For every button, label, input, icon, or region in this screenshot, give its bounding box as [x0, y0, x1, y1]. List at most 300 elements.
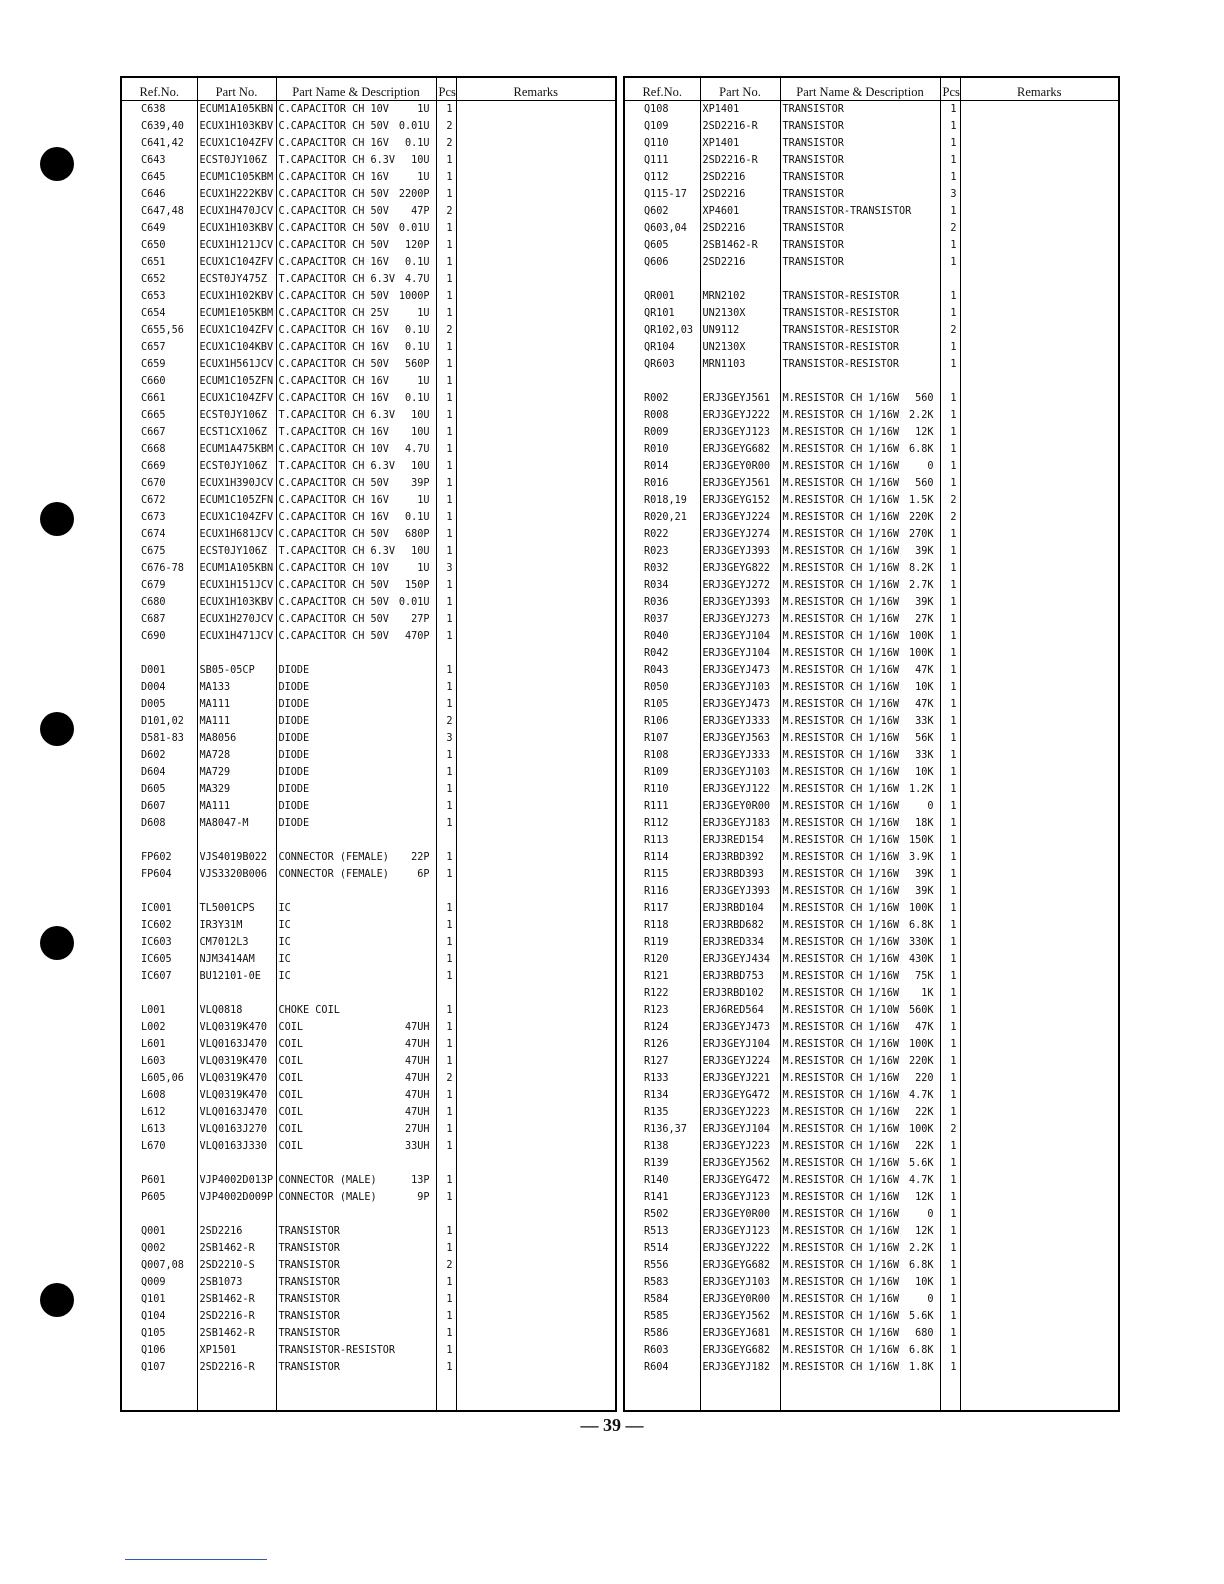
remarks-cell [960, 356, 1118, 373]
part-no-cell: IR3Y31M [197, 917, 276, 934]
part-no-cell: ERJ3GEY0R00 [700, 1291, 780, 1308]
part-value: 150K [908, 835, 934, 846]
remarks-cell [960, 1342, 1118, 1359]
part-no-cell: ERJ3GEYJ104 [700, 1121, 780, 1138]
description-cell [276, 475, 436, 492]
pcs-cell: 1 [940, 1155, 960, 1172]
part-name: TRANSISTOR [278, 1260, 340, 1271]
part-no-cell: VLQ0163J330 [197, 1138, 276, 1155]
remarks-cell [456, 560, 615, 577]
part-no-cell: ECUM1C105KBM [197, 169, 276, 186]
description-cell [780, 1104, 940, 1121]
part-no-cell: ECUX1H390JCV [197, 475, 276, 492]
part-no-cell: ERJ3GEYJ393 [700, 543, 780, 560]
table-row [625, 815, 1118, 832]
description-cell [780, 101, 940, 119]
pcs-cell: 2 [436, 203, 456, 220]
part-no-cell: ERJ3RBD104 [700, 900, 780, 917]
part-name: C.CAPACITOR CH 50V [278, 529, 389, 540]
table-row [122, 475, 615, 492]
description-cell [276, 798, 436, 815]
table-row [625, 1121, 1118, 1138]
ref-no-cell [625, 373, 700, 390]
part-no-cell: ERJ3GEYJ183 [700, 815, 780, 832]
table-row [122, 1274, 615, 1291]
remarks-cell [960, 1393, 1118, 1410]
remarks-cell [960, 1257, 1118, 1274]
part-no-cell: ECUX1H121JCV [197, 237, 276, 254]
pcs-cell: 1 [940, 781, 960, 798]
part-name: TRANSISTOR [782, 155, 844, 166]
remarks-cell [456, 373, 615, 390]
pcs-cell: 2 [940, 1121, 960, 1138]
part-no-cell: XP4601 [700, 203, 780, 220]
part-name: C.CAPACITOR CH 10V [278, 104, 389, 115]
remarks-cell [456, 339, 615, 356]
part-value: 47UH [404, 1073, 430, 1084]
part-value: 27K [915, 614, 934, 625]
table-row [122, 492, 615, 509]
part-name: M.RESISTOR CH 1/16W [782, 1294, 900, 1305]
table-row [625, 339, 1118, 356]
description-cell [276, 254, 436, 271]
ref-no-cell: R119 [644, 937, 669, 948]
part-name: M.RESISTOR CH 1/16W [782, 1311, 900, 1322]
table-row [122, 696, 615, 713]
pcs-cell: 1 [940, 1172, 960, 1189]
description-cell [276, 1206, 436, 1223]
pcs-cell: 1 [436, 509, 456, 526]
remarks-cell [960, 679, 1118, 696]
part-name: COIL [278, 1022, 304, 1033]
ref-no-cell: R122 [644, 988, 669, 999]
part-value: 47P [411, 206, 430, 217]
part-value: 100K [908, 903, 934, 914]
ref-no-cell: R124 [644, 1022, 669, 1033]
remarks-cell [960, 577, 1118, 594]
binder-hole [40, 502, 74, 536]
part-no-cell: ECUX1H102KBV [197, 288, 276, 305]
part-no-cell: ERJ3GEYG472 [700, 1087, 780, 1104]
part-no-cell: ERJ3GEYJ224 [700, 1053, 780, 1070]
table-row [122, 1291, 615, 1308]
pcs-cell: 1 [436, 526, 456, 543]
remarks-cell [456, 1104, 615, 1121]
remarks-cell [960, 696, 1118, 713]
pcs-cell: 1 [436, 1053, 456, 1070]
table-row [122, 1172, 615, 1189]
part-value: 10K [915, 682, 934, 693]
part-name: M.RESISTOR CH 1/16W [782, 631, 900, 642]
part-name: TRANSISTOR-TRANSISTOR [782, 206, 912, 217]
description-cell [276, 560, 436, 577]
description-cell [276, 1376, 436, 1393]
remarks-cell [456, 713, 615, 730]
table-row [625, 220, 1118, 237]
part-no-cell: ECUX1C104ZFV [197, 322, 276, 339]
table-row [122, 1053, 615, 1070]
pcs-cell: 1 [436, 577, 456, 594]
table-row [122, 1189, 615, 1206]
part-no-cell: ECUX1H470JCV [197, 203, 276, 220]
part-value [430, 730, 434, 747]
table-row [122, 577, 615, 594]
part-no-cell: ERJ3GEYJ563 [700, 730, 780, 747]
remarks-cell [456, 1189, 615, 1206]
part-no-cell: MA133 [197, 679, 276, 696]
ref-no-cell: R105 [644, 699, 669, 710]
table-row [122, 1257, 615, 1274]
description-cell [780, 628, 940, 645]
ref-no-cell: C676-78 [141, 563, 184, 574]
ref-no-cell: C654 [141, 308, 166, 319]
pcs-cell: 3 [436, 560, 456, 577]
description-cell [276, 934, 436, 951]
remarks-cell [456, 543, 615, 560]
ref-no-cell: R585 [644, 1311, 669, 1322]
part-no-cell [197, 883, 276, 900]
table-row [122, 747, 615, 764]
description-cell [780, 152, 940, 169]
part-value: 0.1U [404, 257, 430, 268]
table-row [122, 373, 615, 390]
part-value [430, 1291, 434, 1308]
table-row [625, 781, 1118, 798]
ref-no-cell: C674 [141, 529, 166, 540]
table-row [625, 883, 1118, 900]
remarks-cell [960, 424, 1118, 441]
table-row [122, 560, 615, 577]
remarks-cell [456, 611, 615, 628]
remarks-cell [456, 1036, 615, 1053]
pcs-cell: 1 [940, 1206, 960, 1223]
ref-no-cell: QR101 [644, 308, 675, 319]
part-value: 0 [927, 801, 934, 812]
ref-no-cell: D605 [141, 784, 166, 795]
table-row [122, 1087, 615, 1104]
description-cell [276, 900, 436, 917]
pcs-cell: 1 [436, 1189, 456, 1206]
table-row [625, 526, 1118, 543]
remarks-cell [960, 458, 1118, 475]
table-row [122, 1138, 615, 1155]
pcs-cell: 1 [940, 968, 960, 985]
ref-no-cell: D608 [141, 818, 166, 829]
pcs-cell: 1 [940, 118, 960, 135]
ref-no-cell: D581-83 [141, 733, 184, 744]
ref-no-cell: C679 [141, 580, 166, 591]
part-name: M.RESISTOR CH 1/16W [782, 1345, 900, 1356]
pcs-cell: 1 [940, 985, 960, 1002]
table-row [122, 951, 615, 968]
remarks-cell [960, 203, 1118, 220]
part-no-cell: ERJ3GEYJ223 [700, 1138, 780, 1155]
description-cell [780, 594, 940, 611]
part-no-cell: ERJ3RED334 [700, 934, 780, 951]
pcs-cell: 1 [940, 662, 960, 679]
part-name: M.RESISTOR CH 1/16W [782, 1362, 900, 1373]
remarks-cell [456, 458, 615, 475]
pcs-cell: 1 [436, 1172, 456, 1189]
ref-no-cell: L603 [141, 1056, 166, 1067]
part-value: 0.1U [404, 342, 430, 353]
part-name: DIODE [278, 750, 310, 761]
table-row [625, 1138, 1118, 1155]
part-no-cell: ECST0JY106Z [197, 152, 276, 169]
ref-no-cell [122, 1206, 197, 1223]
pcs-cell [436, 1206, 456, 1223]
part-value: 100K [908, 648, 934, 659]
description-cell [780, 696, 940, 713]
pcs-cell: 1 [436, 288, 456, 305]
footer-rule [125, 1559, 267, 1560]
remarks-cell [456, 764, 615, 781]
pcs-cell: 1 [940, 1274, 960, 1291]
part-value: 6.8K [908, 920, 934, 931]
part-value: 39K [915, 597, 934, 608]
table-row [625, 713, 1118, 730]
description-cell [276, 492, 436, 509]
remarks-cell [960, 611, 1118, 628]
ref-no-cell: D005 [141, 699, 166, 710]
remarks-cell [456, 1308, 615, 1325]
table-row [625, 356, 1118, 373]
table-row [625, 798, 1118, 815]
table-row [625, 492, 1118, 509]
binder-hole [40, 1283, 74, 1317]
ref-no-cell: C650 [141, 240, 166, 251]
part-no-cell: ECUX1H103KBV [197, 220, 276, 237]
part-name: T.CAPACITOR CH 6.3V [278, 461, 396, 472]
table-row [122, 849, 615, 866]
pcs-cell: 1 [940, 1359, 960, 1376]
remarks-cell [960, 322, 1118, 339]
table-row [122, 1342, 615, 1359]
table-row [625, 1325, 1118, 1342]
remarks-cell [456, 441, 615, 458]
pcs-cell: 1 [940, 254, 960, 271]
pcs-cell: 1 [436, 1274, 456, 1291]
part-no-cell: VLQ0319K470 [197, 1019, 276, 1036]
part-value: 3.9K [908, 852, 934, 863]
ref-no-cell: IC001 [141, 903, 172, 914]
description-cell [276, 288, 436, 305]
part-no-cell: TL5001CPS [197, 900, 276, 917]
part-value: 10U [411, 155, 430, 166]
table-row [122, 1308, 615, 1325]
part-no-cell: ECUX1C104ZFV [197, 509, 276, 526]
description-cell [276, 815, 436, 832]
part-value [934, 220, 938, 237]
part-value: 10U [411, 546, 430, 557]
part-name: M.RESISTOR CH 1/16W [782, 580, 900, 591]
remarks-cell [960, 628, 1118, 645]
ref-no-cell: R109 [644, 767, 669, 778]
pcs-cell: 2 [436, 713, 456, 730]
table-row [122, 543, 615, 560]
part-no-cell [197, 1393, 276, 1410]
pcs-cell: 1 [940, 135, 960, 152]
ref-no-cell: C643 [141, 155, 166, 166]
part-value: 680P [404, 529, 430, 540]
ref-no-cell: R138 [644, 1141, 669, 1152]
part-name: TRANSISTOR [782, 104, 844, 115]
ref-no-cell [122, 645, 197, 662]
table-row [122, 1223, 615, 1240]
table-row [625, 271, 1118, 288]
part-name: C.CAPACITOR CH 10V [278, 444, 389, 455]
part-value: 6.8K [908, 1345, 934, 1356]
page-number: — 39 — [580, 1415, 644, 1435]
table-row [122, 713, 615, 730]
remarks-cell [456, 1393, 615, 1410]
part-name: C.CAPACITOR CH 50V [278, 597, 389, 608]
table-row [625, 611, 1118, 628]
remarks-cell [456, 220, 615, 237]
table-row [122, 1240, 615, 1257]
ref-no-cell [122, 1393, 197, 1410]
description-cell [780, 322, 940, 339]
remarks-cell [456, 305, 615, 322]
part-name: M.RESISTOR CH 1/16W [782, 1090, 900, 1101]
description-cell [276, 866, 436, 883]
part-name: T.CAPACITOR CH 6.3V [278, 410, 396, 421]
description-cell [276, 373, 436, 390]
part-name: M.RESISTOR CH 1/16W [782, 1039, 900, 1050]
table-row [122, 152, 615, 169]
pcs-cell [436, 1393, 456, 1410]
description-cell [276, 1087, 436, 1104]
description-cell [276, 1291, 436, 1308]
pcs-cell: 1 [436, 1308, 456, 1325]
remarks-cell [960, 1002, 1118, 1019]
part-no-cell: ECUM1C105ZFN [197, 492, 276, 509]
part-no-cell: XP1401 [700, 101, 780, 119]
pcs-cell: 1 [940, 594, 960, 611]
part-no-cell: ERJ3RED154 [700, 832, 780, 849]
ref-no-cell: R020,21 [644, 512, 687, 523]
pcs-cell [940, 271, 960, 288]
ref-no-cell: IC603 [141, 937, 172, 948]
remarks-cell [456, 662, 615, 679]
ref-no-cell: Q603,04 [644, 223, 687, 234]
part-name: C.CAPACITOR CH 16V [278, 393, 389, 404]
description-cell [276, 118, 436, 135]
part-no-cell: ERJ3RBD102 [700, 985, 780, 1002]
part-value [430, 747, 434, 764]
pcs-cell: 2 [940, 220, 960, 237]
pcs-cell: 1 [436, 628, 456, 645]
description-cell [276, 339, 436, 356]
remarks-header: Remarks [960, 78, 1118, 101]
pcs-cell: 2 [436, 118, 456, 135]
remarks-cell [960, 1223, 1118, 1240]
remarks-cell [960, 1376, 1118, 1393]
table-row [625, 1342, 1118, 1359]
description-cell [276, 577, 436, 594]
description-cell [276, 1274, 436, 1291]
table-row [625, 968, 1118, 985]
part-value: 0.01U [398, 223, 430, 234]
part-value [430, 696, 434, 713]
pcs-cell: 1 [436, 424, 456, 441]
remarks-cell [960, 1206, 1118, 1223]
table-row [122, 135, 615, 152]
ref-no-cell: QR104 [644, 342, 675, 353]
part-no-cell: VLQ0319K470 [197, 1087, 276, 1104]
remarks-cell [960, 135, 1118, 152]
ref-no-cell: P601 [141, 1175, 166, 1186]
part-no-cell: ERJ3GEYJ272 [700, 577, 780, 594]
pcs-cell: 1 [940, 866, 960, 883]
part-value: 47K [915, 1022, 934, 1033]
part-name: M.RESISTOR CH 1/16W [782, 461, 900, 472]
pcs-cell: 1 [436, 900, 456, 917]
part-no-cell: ECUX1H561JCV [197, 356, 276, 373]
part-no-cell: 2SD2216 [197, 1223, 276, 1240]
remarks-cell [456, 1291, 615, 1308]
description-cell [780, 917, 940, 934]
ref-no-cell: R032 [644, 563, 669, 574]
part-value [934, 322, 938, 339]
remarks-cell [960, 492, 1118, 509]
part-name: M.RESISTOR CH 1/16W [782, 1226, 900, 1237]
part-value [430, 1274, 434, 1291]
part-name: M.RESISTOR CH 1/16W [782, 478, 900, 489]
ref-no-cell: R133 [644, 1073, 669, 1084]
description-cell [276, 1359, 436, 1376]
part-no-cell: ECST1CX106Z [197, 424, 276, 441]
ref-no-cell: R123 [644, 1005, 669, 1016]
description-cell [276, 679, 436, 696]
pcs-cell: 1 [940, 764, 960, 781]
pcs-cell: 2 [436, 1257, 456, 1274]
pcs-cell: 1 [940, 305, 960, 322]
part-value: 1U [417, 172, 430, 183]
part-value: 2.2K [908, 410, 934, 421]
part-value: 6P [417, 869, 430, 880]
table-row [122, 968, 615, 985]
pcs-cell: 1 [940, 1002, 960, 1019]
ref-no-cell: R604 [644, 1362, 669, 1373]
table-row [625, 577, 1118, 594]
ref-no-cell: C670 [141, 478, 166, 489]
description-cell [780, 1206, 940, 1223]
description-cell [780, 1257, 940, 1274]
ref-no-cell [122, 832, 197, 849]
part-value: 10U [411, 461, 430, 472]
table-row [122, 169, 615, 186]
ref-no-cell: R134 [644, 1090, 669, 1101]
ref-no-cell: IC602 [141, 920, 172, 931]
part-name: M.RESISTOR CH 1/16W [782, 937, 900, 948]
part-value [934, 254, 938, 271]
part-no-cell: UN9112 [700, 322, 780, 339]
part-value: 470P [404, 631, 430, 642]
ref-no-cell: C668 [141, 444, 166, 455]
ref-no-cell: R140 [644, 1175, 669, 1186]
ref-no-cell: R556 [644, 1260, 669, 1271]
table-row [625, 458, 1118, 475]
remarks-cell [456, 1342, 615, 1359]
remarks-cell [960, 1240, 1118, 1257]
description-cell [276, 1257, 436, 1274]
part-value: 0.01U [398, 121, 430, 132]
part-value [430, 1308, 434, 1325]
part-name: M.RESISTOR CH 1/16W [782, 597, 900, 608]
part-name: C.CAPACITOR CH 16V [278, 376, 389, 387]
description-cell [276, 849, 436, 866]
